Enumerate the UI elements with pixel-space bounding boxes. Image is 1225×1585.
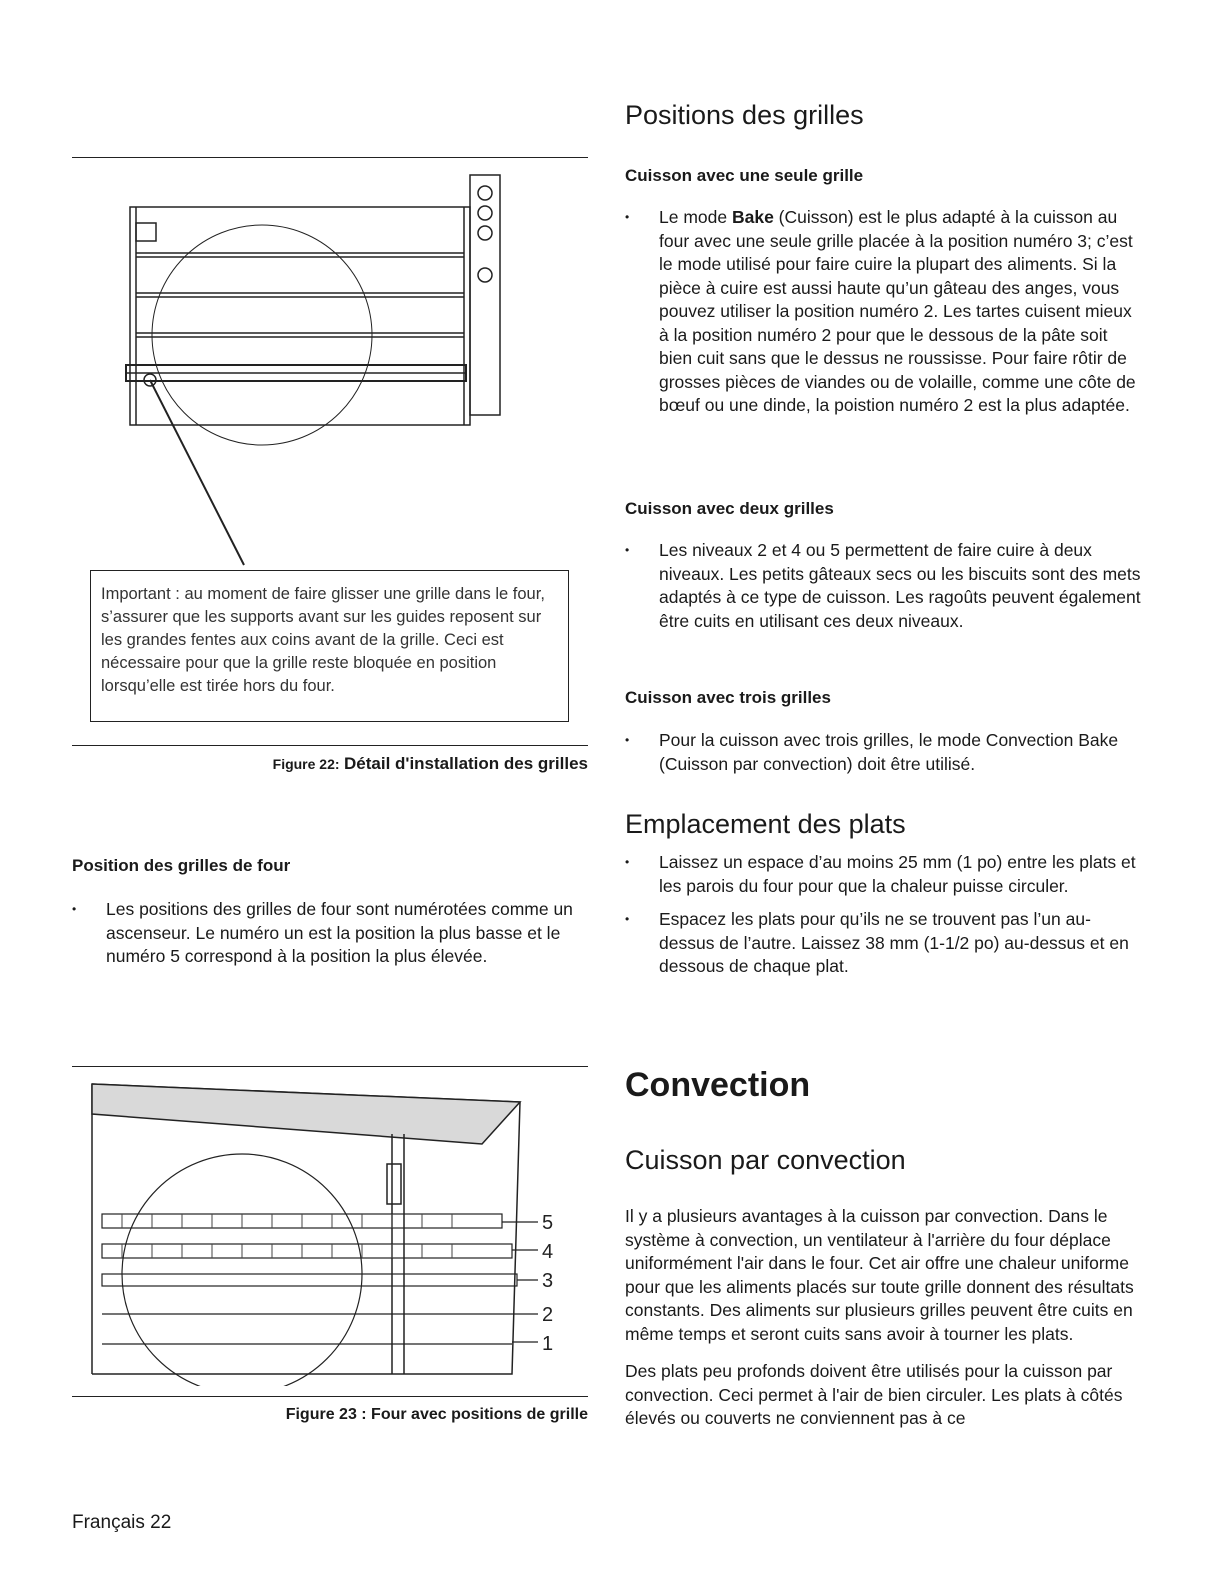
- list-item: • Pour la cuisson avec trois grilles, le mode Convection Bake (Cuisson par convection) doit être utilisé.: [625, 729, 1145, 776]
- rack-detail-illustration: [72, 165, 588, 575]
- rack-positions-heading: Position des grilles de four: [72, 856, 291, 875]
- dish-placement-list: [625, 851, 1145, 989]
- figure22-bottom-rule: [72, 745, 588, 746]
- list-item: • Les niveaux 2 et 4 ou 5 permettent de faire cuire à deux niveaux. Les petits gâteaux secs ou les biscuits sont des mets adaptés à ce type de cuisson. Les ragoûts peuvent également être cuits en utilisant ces deux niveaux.: [625, 539, 1145, 633]
- figure23-caption: Figure 23 : Four avec positions de grille: [285, 1406, 588, 1423]
- two-racks-heading: Cuisson avec deux grilles: [625, 499, 834, 518]
- figure22-caption-prefix: Figure 22:: [272, 756, 340, 772]
- convection-paragraph: Il y a plusieurs avantages à la cuisson par convection. Dans le système à convection, un ventilateur à l'arrière du four déplace uniformément l'air dans le four. Cet air offre une chaleur uniforme pour que les aliments placés sur toute grille donnent des résultats constants. Des aliments sur plusieurs grilles peuvent être cuits en même temps et seront cuits sans avoir à tourner les plats.: [625, 1206, 1134, 1344]
- figure22-caption: [72, 754, 588, 774]
- installation-note-box: [90, 570, 569, 722]
- rack-label-4: 4: [542, 1241, 554, 1263]
- single-rack-heading: Cuisson avec une seule grille: [625, 166, 864, 185]
- list-item: • Espacez les plats pour qu’ils ne se trouvent pas l’un au-dessus de l’autre. Laissez 38 mm (1-1/2 po) au-dessus et en dessous de chaque plat.: [625, 908, 1145, 979]
- list-item: [625, 206, 1145, 418]
- rack-label-1: 1: [542, 1333, 554, 1355]
- installation-note-text: Important : au moment de faire glisser une grille dans le four, s’assurer que les supports avant sur les guides reposent sur les grandes fentes aux coins avant de la grille. Ceci est nécessaire pour que la grille reste bloquée en position lorsqu’elle est tirée hors du four.: [101, 585, 545, 695]
- figure23-top-rule: [72, 1066, 588, 1067]
- dish-placement-title: Emplacement des plats: [625, 809, 906, 839]
- convection-title: Convection: [625, 1066, 811, 1104]
- rack-label-5: 5: [542, 1212, 554, 1234]
- convection-subtitle: Cuisson par convection: [625, 1145, 906, 1175]
- page-number: Français 22: [72, 1512, 172, 1533]
- list-item: • Les positions des grilles de four sont numérotées comme un ascenseur. Le numéro un est la position la plus basse et le numéro 5 correspond à la position la plus élevée.: [72, 898, 582, 969]
- three-racks-list: [625, 729, 1145, 786]
- single-rack-text-rest: (Cuisson) est le plus adapté à la cuisson au four avec une seule grille placée à la position numéro 3; c’est le mode utilisé pour faire cuire la plupart des aliments. Si la pièce à cuire est aussi haute qu’un gâteau des anges, vous pouvez utiliser la position numéro 2. Les tartes cuisent mieux à la position numéro 2 pour que le dessous de la pâte soit bien cuit sans que le dessus ne roussisse. Pour faire rôtir de grosses pièces de viandes ou de volaille, comme une côte de bœuf ou une dinde, la poistion numéro 2 est la plus adaptée.: [659, 207, 1136, 415]
- three-racks-heading: Cuisson avec trois grilles: [625, 688, 831, 707]
- rack-positions-title: Positions des grilles: [625, 100, 864, 130]
- single-rack-text-start: Le mode: [659, 207, 732, 227]
- convection-paragraph: Des plats peu profonds doivent être utilisés pour la cuisson par convection. Ceci permet à l'air de bien circuler. Les plats à côtés élevés ou couverts ne conviennent pas à ce: [625, 1361, 1123, 1428]
- oven-rack-positions-illustration: [72, 1074, 588, 1386]
- bake-mode-label: Bake: [731, 207, 774, 227]
- figure23-bottom-rule: [72, 1396, 588, 1397]
- single-rack-list: [625, 206, 1145, 428]
- rack-positions-list: [72, 898, 582, 979]
- two-racks-list: [625, 539, 1145, 643]
- convection-body: [625, 1205, 1145, 1445]
- figure22-top-rule: [72, 157, 588, 158]
- list-item: • Laissez un espace d’au moins 25 mm (1 po) entre les plats et les parois du four pour que la chaleur puisse circuler.: [625, 851, 1145, 898]
- rack-label-3: 3: [542, 1270, 554, 1292]
- figure22-caption-text: Détail d'installation des grilles: [344, 754, 588, 773]
- rack-label-2: 2: [542, 1304, 554, 1326]
